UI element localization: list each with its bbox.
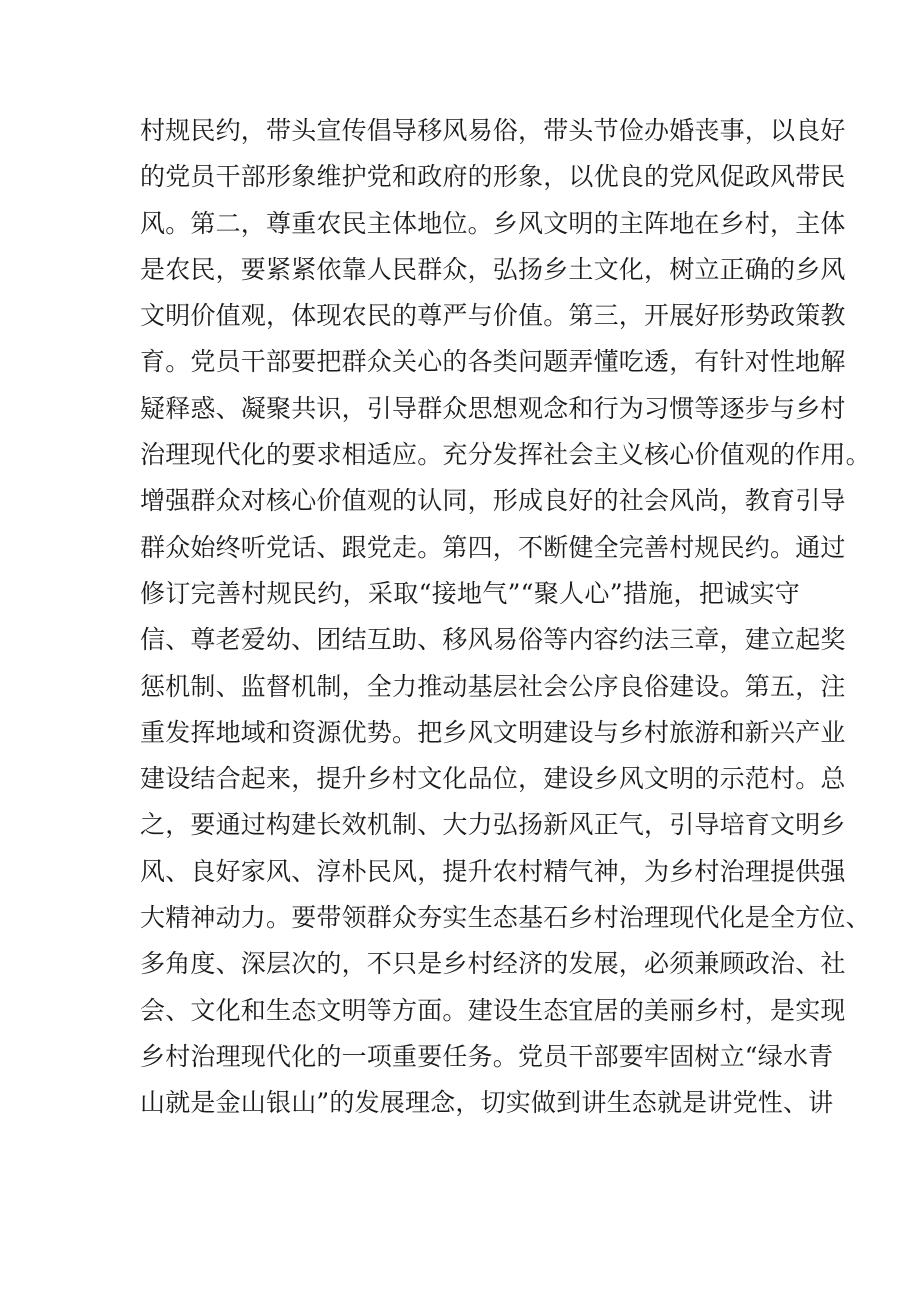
text-line: 建设结合起来，提升乡村文化品位，建设乡风文明的示范村。总 <box>140 764 846 794</box>
text-line: 治理现代化的要求相适应。充分发挥社会主义核心价值观的作用。 <box>140 440 871 470</box>
text-line: 重发挥地域和资源优势。把乡风文明建设与乡村旅游和新兴产业 <box>140 717 846 747</box>
text-line: 多角度、深层次的，不只是乡村经济的发展，必须兼顾政治、社 <box>140 949 846 979</box>
text-line: 大精神动力。要带领群众夯实生态基石乡村治理现代化是全方位、 <box>140 903 871 933</box>
text-line: 的党员干部形象维护党和政府的形象，以优良的党风促政风带民 <box>140 162 846 192</box>
text-line: 育。党员干部要把群众关心的各类问题弄懂吃透，有针对性地解 <box>140 347 846 377</box>
text-line: 信、尊老爱幼、团结互助、移风易俗等内容约法三章，建立起奖 <box>140 625 846 655</box>
text-line: 群众始终听党话、跟党走。第四，不断健全完善村规民约。通过 <box>140 532 846 562</box>
text-line: 乡村治理现代化的一项重要任务。党员干部要牢固树立“绿水青 <box>140 1041 834 1071</box>
text-line: 山就是金山银山”的发展理念，切实做到讲生态就是讲党性、讲 <box>140 1088 834 1118</box>
text-line: 会、文化和生态文明等方面。建设生态宜居的美丽乡村，是实现 <box>140 995 846 1025</box>
text-line: 增强群众对核心价值观的认同，形成良好的社会风尚，教育引导 <box>140 486 846 516</box>
text-line: 村规民约，带头宣传倡导移风易俗，带头节俭办婚丧事，以良好 <box>140 116 846 145</box>
text-line: 文明价值观，体现农民的尊严与价值。第三，开展好形势政策教 <box>140 301 846 331</box>
text-line: 是农民，要紧紧依靠人民群众，弘扬乡土文化，树立正确的乡风 <box>140 254 846 284</box>
text-line: 风、良好家风、淳朴民风，提升农村精气神，为乡村治理提供强 <box>140 856 846 886</box>
body-paragraph <box>140 108 871 1127</box>
text-line: 疑释惑、凝聚共识，引导群众思想观念和行为习惯等逐步与乡村 <box>140 393 846 423</box>
text-line: 风。第二，尊重农民主体地位。乡风文明的主阵地在乡村，主体 <box>140 208 846 238</box>
text-line: 修订完善村规民约，采取“接地气”“聚人心”措施，把诚实守 <box>140 578 800 608</box>
text-line: 惩机制、监督机制，全力推动基层社会公序良俗建设。第五，注 <box>140 671 846 701</box>
text-line: 之，要通过构建长效机制、大力弘扬新风正气，引导培育文明乡 <box>140 810 846 840</box>
